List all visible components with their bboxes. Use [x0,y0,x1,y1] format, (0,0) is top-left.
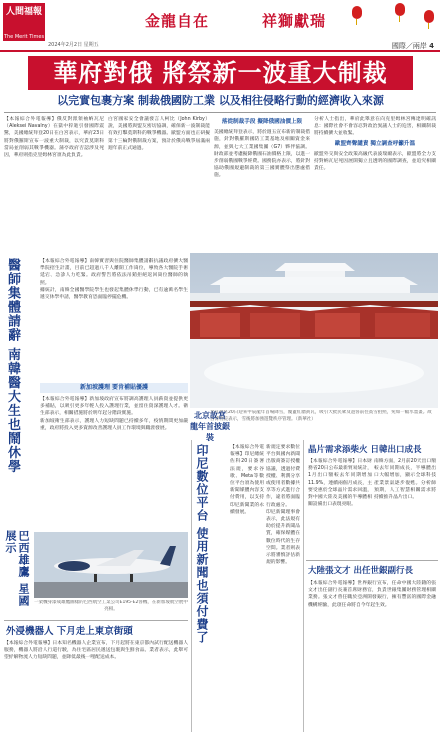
logo-text: 人間福報 [5,7,42,17]
forbidden-city-illustration [190,253,438,408]
plane-photo [34,532,188,598]
worldbank-body-1: 【本報綜合外電報導】世界銀行宣布，任命中國大陸籍的張文才出任副行長兼首席財務官，負責世銀集團財務管理相關業務。張文才曾任職於亞洲開發銀行，擁有豐富的國際金融機構經驗，此項任命將自今年起生效。 [308,581,436,608]
robot-body [4,640,188,732]
chip-body-1: 【本報綜合外電報導】日本財務省20日公布最新貿易統計，1月出口額較去年同期增加11.9%，連續兩個月成長，主要受惠於全球晶片需求回溫，對中國大陸及美國的半導體相關設備出口表現亮眼。 [308,459,372,508]
forbidden-city-snow-photo [190,253,438,408]
lead-column-1 [4,116,104,252]
logo-english: The Merit Times [3,34,45,40]
section-name: 國際／兩岸 [391,42,427,50]
lead-crosshead-1: 落從制裁手段 擬降俄國油價上限 [221,119,303,125]
singapore-body-1: 【本報綜合外電報導】新加坡政府宣布將調高護理人員薪資並提供更多補貼，以吸引更多年輕人投入護理行業，並留住資深護理人才。衛生部表示，相關措施將於明年起分階段實施。 [40,397,188,417]
photo-title-1: 北京故宮 [194,410,226,420]
lead-body-3: 美國總統拜登表示，將於週五宣布新的制裁措施，針對俄羅斯國防工業基地及相關資金來源，並與七大工業國集團（G7）夥伴協調。財政部並考慮擬降俄國石油價格上限，以進一步削弱俄國戰爭經費。國務院亦表示，將針對協助俄國規避制裁的第三國實體祭出懲處措施。 [214,130,310,179]
new-year-greeting-1: 金龍自在 [145,12,210,30]
divider [4,112,436,113]
lantern-tassel-icon [356,19,357,25]
divider [306,560,438,561]
lead-body-1: 【本報綜合外電報導】俄反對派領袖納瓦尼（Aleksei Navalny）在獄中猝逝引發國際震驚，美國總統拜登20日在白宮表示，華府23日將對俄羅斯宣布一波重大制裁，以究責莫斯科當局並削弱其戰爭機器。蒲亭政府否認涉及死因，華府則指克里姆林宮須為此負責。 [4,117,104,159]
masthead-rule [0,50,440,52]
chip-headline: 晶片需求添柴火 日韓出口成長 [308,445,422,455]
lead-column-4 [314,116,436,252]
new-year-greeting-2: 祥獅獻瑞 [262,12,327,30]
doctors-headline: 醫師集體請辭 南韓醫大生也鬧休學 [5,258,20,474]
issue-date: 2024年2月2日 星期五 [48,42,99,48]
plane-illustration [34,532,188,598]
indonesia-headline: 印尼數位平台 使用新聞也須付費了 [195,444,209,645]
robot-body-1: 【本報綜合外電報導】日本知名機器人企業宣布，下月起將在東京都內試行配送機器人服務，機器人將沿人行道行駛，為住宅區居民遞送包裹與生鮮食品。業者表示，此舉可望紓解物流人力短缺問題，並降低最後一哩配送成本。 [4,641,188,661]
chip-body [308,458,372,558]
plane-caption: 一架機身漆成雄鷹圖樣的巴西航空工業公司E195-E2客機，在新加坡航空展中亮相。 [34,600,188,612]
divider [303,440,304,732]
divider [191,440,192,732]
photo-title-2: 龍年首披銀裝 [190,421,230,442]
indonesia-body-3: 印尼新聞理事會表示，此法規有助於提升新聞品質，確保媒體在數位時代的生存空間。業者則表示將審慎評估新規的影響。 [266,509,300,566]
singapore-body-2: 新加坡衛生部表示，護理人力短缺問題已持續多年，疫情期間更加嚴重，政府將投入更多資源改善護理人員工作環境與職涯發展。 [40,418,188,431]
doctors-body [40,258,188,380]
forbidden-city-title-block [187,410,233,443]
worldbank-headline: 大陸張文才 出任世銀副行長 [308,566,413,576]
lantern-icon [395,3,405,16]
singapore-body [40,396,188,530]
lead-body-5: 歐盟外交與安全政策高級代表波瑞爾表示，歐盟將全力支持對納瓦尼死因展開獨立且透明的國際調查，並追究相關責任。 [314,151,436,172]
indonesia-body [230,444,264,732]
masthead [0,0,440,52]
lantern-tassel-icon [399,16,400,22]
lantern-icon [352,6,362,19]
indonesia-body-cont [266,444,300,732]
divider [4,620,188,621]
doctors-body-1: 【本報綜合外電報導】南韓實習與住院醫師集體請辭抗議政府擴大醫學院招生計畫，目前已超過八千人離開工作崗位，導致各大醫院手術延宕、急診人力吃緊。政府警告將依法吊銷拒絕返回崗位醫師的執照。 [40,259,188,286]
lantern-icon [424,10,434,23]
robot-headline: 外浸機器人 下月走上東京街頭 [6,626,133,637]
newspaper-logo [3,3,45,33]
lead-subhead: 以完實包裹方案 制裁俄國防工業 以及相往侵略行動的經濟收入來源 [57,94,384,107]
lead-column-3 [214,116,310,252]
indonesia-body-2: 新規定要求數位平台與國內新聞出版商簽訂授權協議，透過付費授權、利潤分享或使用者數據共享等方式進行合作，違者將面臨行政處分。 [266,445,300,508]
forbidden-city-caption: 北京故宮20日迎來甲辰龍年首場降雪，覆蓋紅牆黃瓦，吸引大批民眾及遊客前往賞雪拍照，宛如一幅水墨畫。故宮博物院表示，雪後將加強遊覽秩序管理。（新華社） [210,410,432,422]
page-number: 4 [429,42,434,50]
singapore-crosshead: 新加坡護理 要肯補貼優護 [40,383,188,393]
plane-headline: 巴西雄鷹 星國展示 [4,530,30,607]
worldbank-body [308,580,436,732]
lead-body-4: 分析人士指出，華府此舉意在向克里姆林宮傳達明確訊息：國際社會不會容忍對政治異議人士的迫害，相關制裁將持續擴大並收緊。 [314,117,436,137]
lead-crosshead-2: 歐盟齊聲譴責 獨立調查呼籲升溫 [334,140,416,147]
indonesia-body-1: 【本報綜合外電報導】印尼總統佐科20日簽署法規，要求谷歌、Meta等數位平台須為使用新聞媒體內容支付費用，以支持印尼新聞業的永續發展。 [230,445,264,515]
lead-body-2: 白宮國家安全會議發言人柯比（John Kirby）說，美國將與盟友密切協調，確保新一波制裁能有效打擊莫斯科的戰爭機器。歐盟方面也正研擬第十三輪對俄制裁方案，預計於俄烏戰爭屆滿兩週年前正式通過。 [108,117,210,151]
lead-column-2 [108,116,210,252]
lantern-tassel-icon [428,23,429,29]
doctors-body-2: 據統計，南韓全國醫學院學生也發起集體休學行動，已有逾萬名學生遞交休學申請，醫學教育恐面臨停擺危機。 [40,287,188,301]
chip-body-2: 南韓方面，2月前20天出口額較去年同期成長，半導體出口大幅增加，顯示全球科技產業景氣逐步復甦。分析師預期，人工智慧相關需求將持續推升晶片出口。 [374,459,436,501]
lead-headline: 華府對俄 將祭新一波重大制裁 [28,56,413,90]
chip-body-cont [374,458,436,558]
